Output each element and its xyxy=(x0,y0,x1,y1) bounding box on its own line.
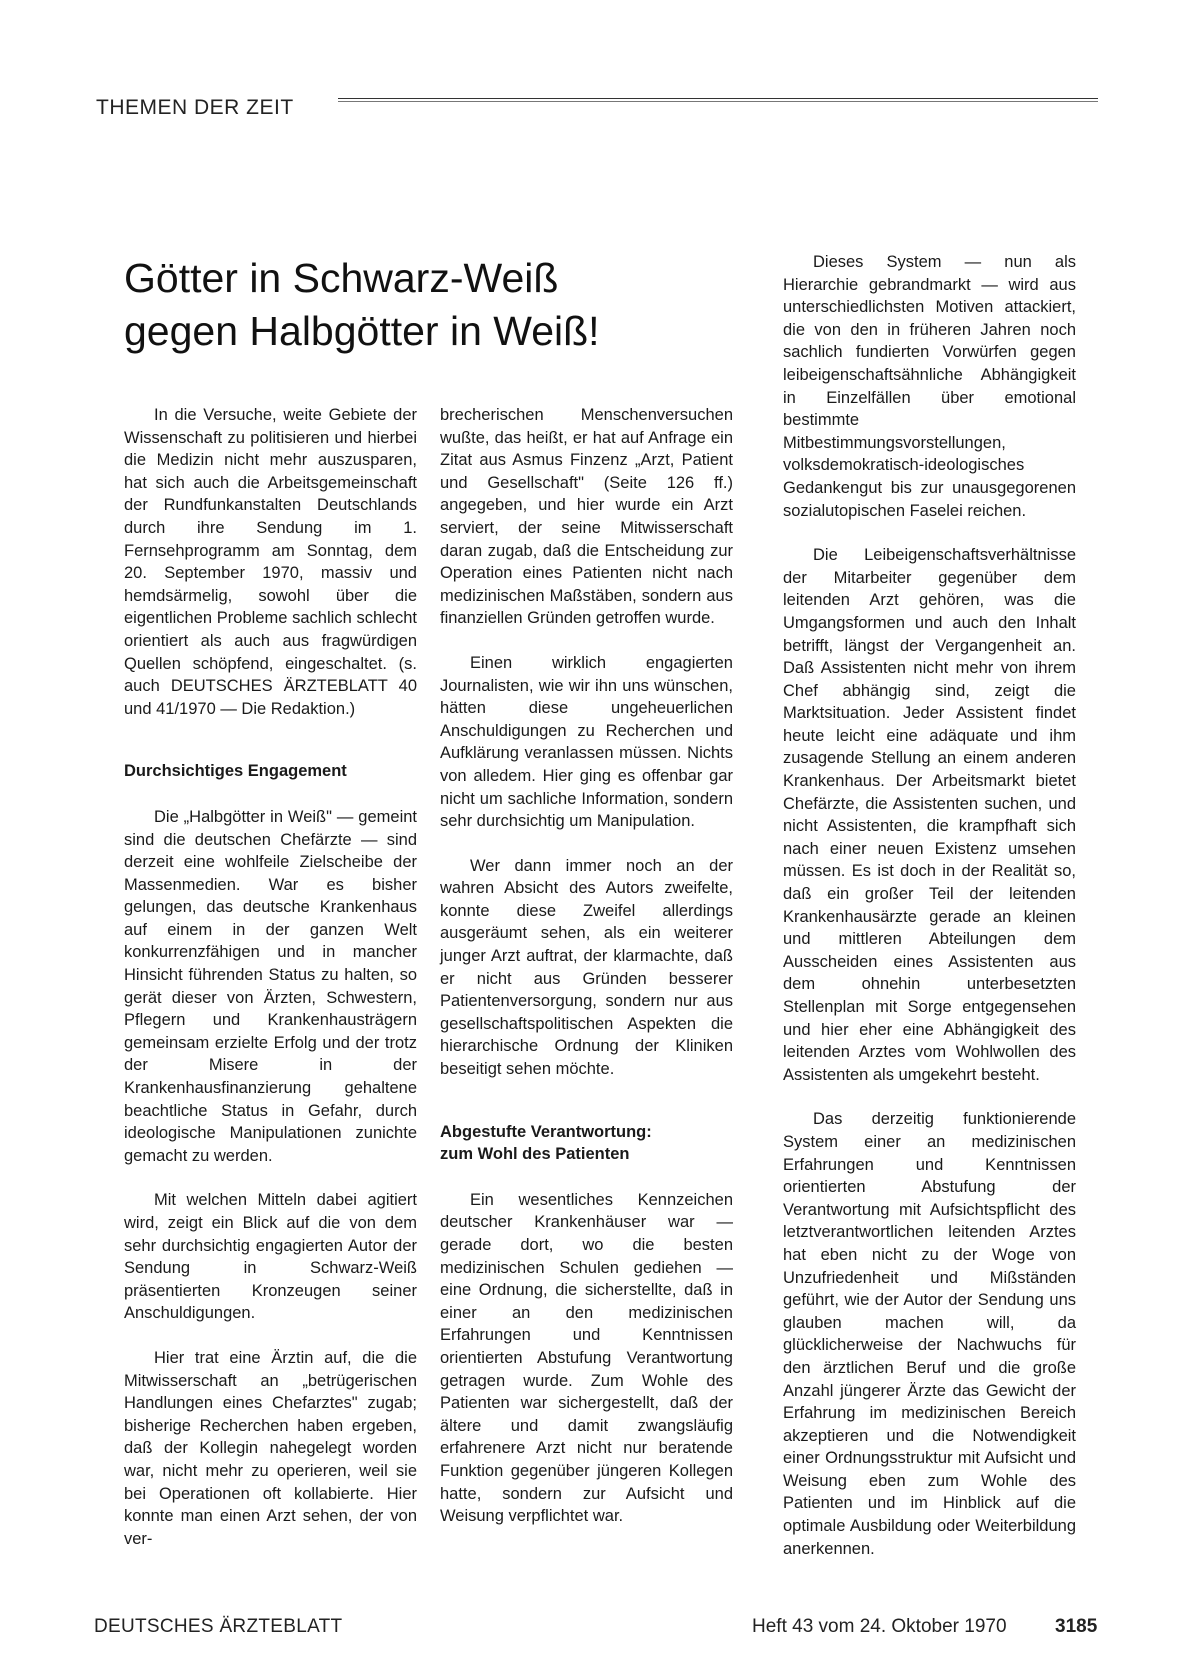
article-headline xyxy=(124,252,744,358)
paragraph: Hier trat eine Ärztin auf, die die Mitwisserschaft an „betrügerischen Handlungen eines Chefarztes" zugab; bisherige Recherchen haben ergeben, daß der Kollegin nahegelegt worden war, nicht mehr zu operieren, weil sie bei Operationen oft kollabierte. Hier konnte man einen Arzt sehen, der von ver- xyxy=(124,1348,417,1548)
headline-line-2: gegen Halbgötter in Weiß! xyxy=(124,308,600,354)
header-rule xyxy=(338,98,1098,99)
footer-issue: Heft 43 vom 24. Oktober 1970 xyxy=(752,1616,1007,1637)
subheading: Durchsichtiges Engagement xyxy=(124,762,347,781)
article-column-2 xyxy=(440,404,733,1550)
paragraph: Mit welchen Mitteln dabei agitiert wird, zeigt ein Blick auf die von dem sehr durchsichtig engagierten Autor der Sendung in Schwarz-Weiß präsentierten Kronzeugen seiner Anschuldigungen. xyxy=(124,1191,417,1323)
paragraph: brecherischen Menschenversuchen wußte, das heißt, er hat auf Anfrage ein Zitat aus Asmus Finzenz „Arzt, Patient und Gesellschaft" (Seite 126 ff.) angegeben, und hier wurde ein Arzt serviert, der seine Mitwisserschaft daran zugab, daß die Entscheidung zur Operation eines Patienten nicht nach medizinischen Maßstäben, sondern aus finanziellen Gründen getroffen wurde. xyxy=(440,406,733,628)
subheading xyxy=(440,1121,733,1166)
article-column-3 xyxy=(783,251,1076,1582)
paragraph: Einen wirklich engagierten Journalisten, wie wir ihn uns wünschen, hätten diese ungeheuerlichen Anschuldigungen zu Recherchen und Aufklärung veranlassen müssen. Nichts von alledem. Hier ging es offenbar gar nicht um sachliche Information, sondern sehr durchsichtig um Manipulation. xyxy=(440,653,733,831)
paragraph: Die „Halbgötter in Weiß" — gemeint sind die deutschen Chefärzte — sind derzeit eine wohlfeile Zielscheibe der Massenmedien. War es bisher gelungen, das deutsche Krankenhaus auf einem in der ganzen Welt konkurrenzfähigen und in mancher Hinsicht führenden Status zu halten, so gerät dieser von Ärzten, Schwestern, Pflegern und Krankenhausträgern gemeinsam erzielte Erfolg und der trotz der Misere in der Krankenhausfinanzierung gehaltene beachtliche Status in Gefahr, durch ideologische Manipulationen zunichte gemacht zu werden. xyxy=(124,807,417,1165)
section-title: THEMEN DER ZEIT xyxy=(96,96,294,119)
paragraph: Dieses System — nun als Hierarchie gebrandmarkt — wird aus unterschiedlichsten Motiven attackiert, die von den in früheren Jahren noch sachlich fundierten Vorwürfen gegen leibeigenschaftsähnliche Abhängigkeit in Einzelfällen über emotional bestimmte Mitbestimmungsvorstellungen, volksdemokratisch-ideologisches Gedankengut bis zur unausgegorenen sozialutopischen Faselei reichen. xyxy=(783,253,1076,520)
subheading-line-1: Abgestufte Verantwortung: xyxy=(440,1122,652,1141)
headline-line-1: Götter in Schwarz-Weiß xyxy=(124,255,559,301)
footer-journal: DEUTSCHES ÄRZTEBLATT xyxy=(94,1616,343,1637)
paragraph: Das derzeitig funktionierende System einer an medizinischen Erfahrungen und Kenntnissen orientierten Abstufung der Verantwortung mit Aufsichtspflicht des letztverantwortlichen leitenden Arztes hat eben nicht zu der Woge von Unzufriedenheit und Mißständen geführt, wie der Autor der Sendung uns glauben machen will, da glücklicherweise der Nachwuchs für den ärztlichen Beruf und die große Anzahl jüngerer Ärzte das Gewicht der Erfahrung im medizinischen Bereich akzeptieren und die Notwendigkeit einer Ordnungsstruktur mit Aufsicht und Weisung eben zum Wohle des Patienten und im Hinblick auf die optimale Ausbildung oder Weiterbildung anerkennen. xyxy=(783,1110,1076,1558)
header-rule-thin xyxy=(338,101,1098,102)
page-number: 3185 xyxy=(1055,1616,1098,1637)
paragraph: Wer dann immer noch an der wahren Absicht des Autors zweifelte, konnte diese Zweifel allerdings ausgeräumt sehen, als ein weiterer junger Arzt auftrat, der klarmachte, daß er nicht aus Gründen besserer Patientenversorgung, sondern nur aus gesellschaftspolitischen Aspekten die hierarchische Ordnung der Kliniken beseitigt sehen möchte. xyxy=(440,856,733,1079)
article-column-1 xyxy=(124,404,417,1572)
paragraph: In die Versuche, weite Gebiete der Wissenschaft zu politisieren und hierbei die Medizin nicht mehr auszusparen, hat sich auch die Arbeitsgemeinschaft der Rundfunkanstalten Deutschlands durch ihre Sendung im 1. Fernsehprogramm am Sonntag, dem 20. September 1970, massiv und hemdsärmelig, sowohl über die eigentlichen Probleme sachlich schlecht orientiert als auch aus fragwürdigen Quellen schöpfend, eingeschaltet. (s. auch DEUTSCHES ÄRZTEBLATT 40 und 41/1970 — Die Redaktion.) xyxy=(124,406,417,718)
paragraph: Ein wesentliches Kennzeichen deutscher Krankenhäuser war — gerade dort, wo die besten medizinischen Schulen gediehen — eine Ordnung, die sicherstellte, daß in einer an den medizinischen Erfahrungen und Kenntnissen orientierten Abstufung Verantwortung getragen wurde. Zum Wohle des Patienten war sichergestellt, daß der ältere und damit zwangsläufig erfahrenere Arzt nicht nur beratende Funktion gegenüber jüngeren Kollegen hatte, sondern zur Aufsicht und Weisung verpflichtet war. xyxy=(440,1190,733,1526)
subheading-line-2: zum Wohl des Patienten xyxy=(440,1145,630,1164)
paragraph: Die Leibeigenschaftsverhältnisse der Mitarbeiter gegenüber dem leitenden Arzt gehören, was die Umgangsformen und auch den Inhalt betrifft, längst der Vergangenheit an. Daß Assistenten nicht mehr von ihrem Chef abhängig sind, zeigt die Marktsituation. Jeder Assistent findet heute leicht eine adäquate und ihm zusagende Stellung an einem anderen Krankenhaus. Der Arbeitsmarkt bietet Chefärzte, die Assistenten suchen, und nicht Assistenten, die krampfhaft sich nach einer neuen Existenz umsehen müssen. Es ist doch in der Realität so, daß ein großer Teil der leitenden Krankenhausärzte gerade an kleinen und mittleren Abteilungen dem Ausscheiden eines Assistenten aus dem ohnehin unterbesetzten Stellenplan mit Sorge entgegensehen und hier eher eine Abhängigkeit des leitenden Arztes vom Wohlwollen des Assistenten als umgekehrt besteht. xyxy=(783,546,1076,1084)
